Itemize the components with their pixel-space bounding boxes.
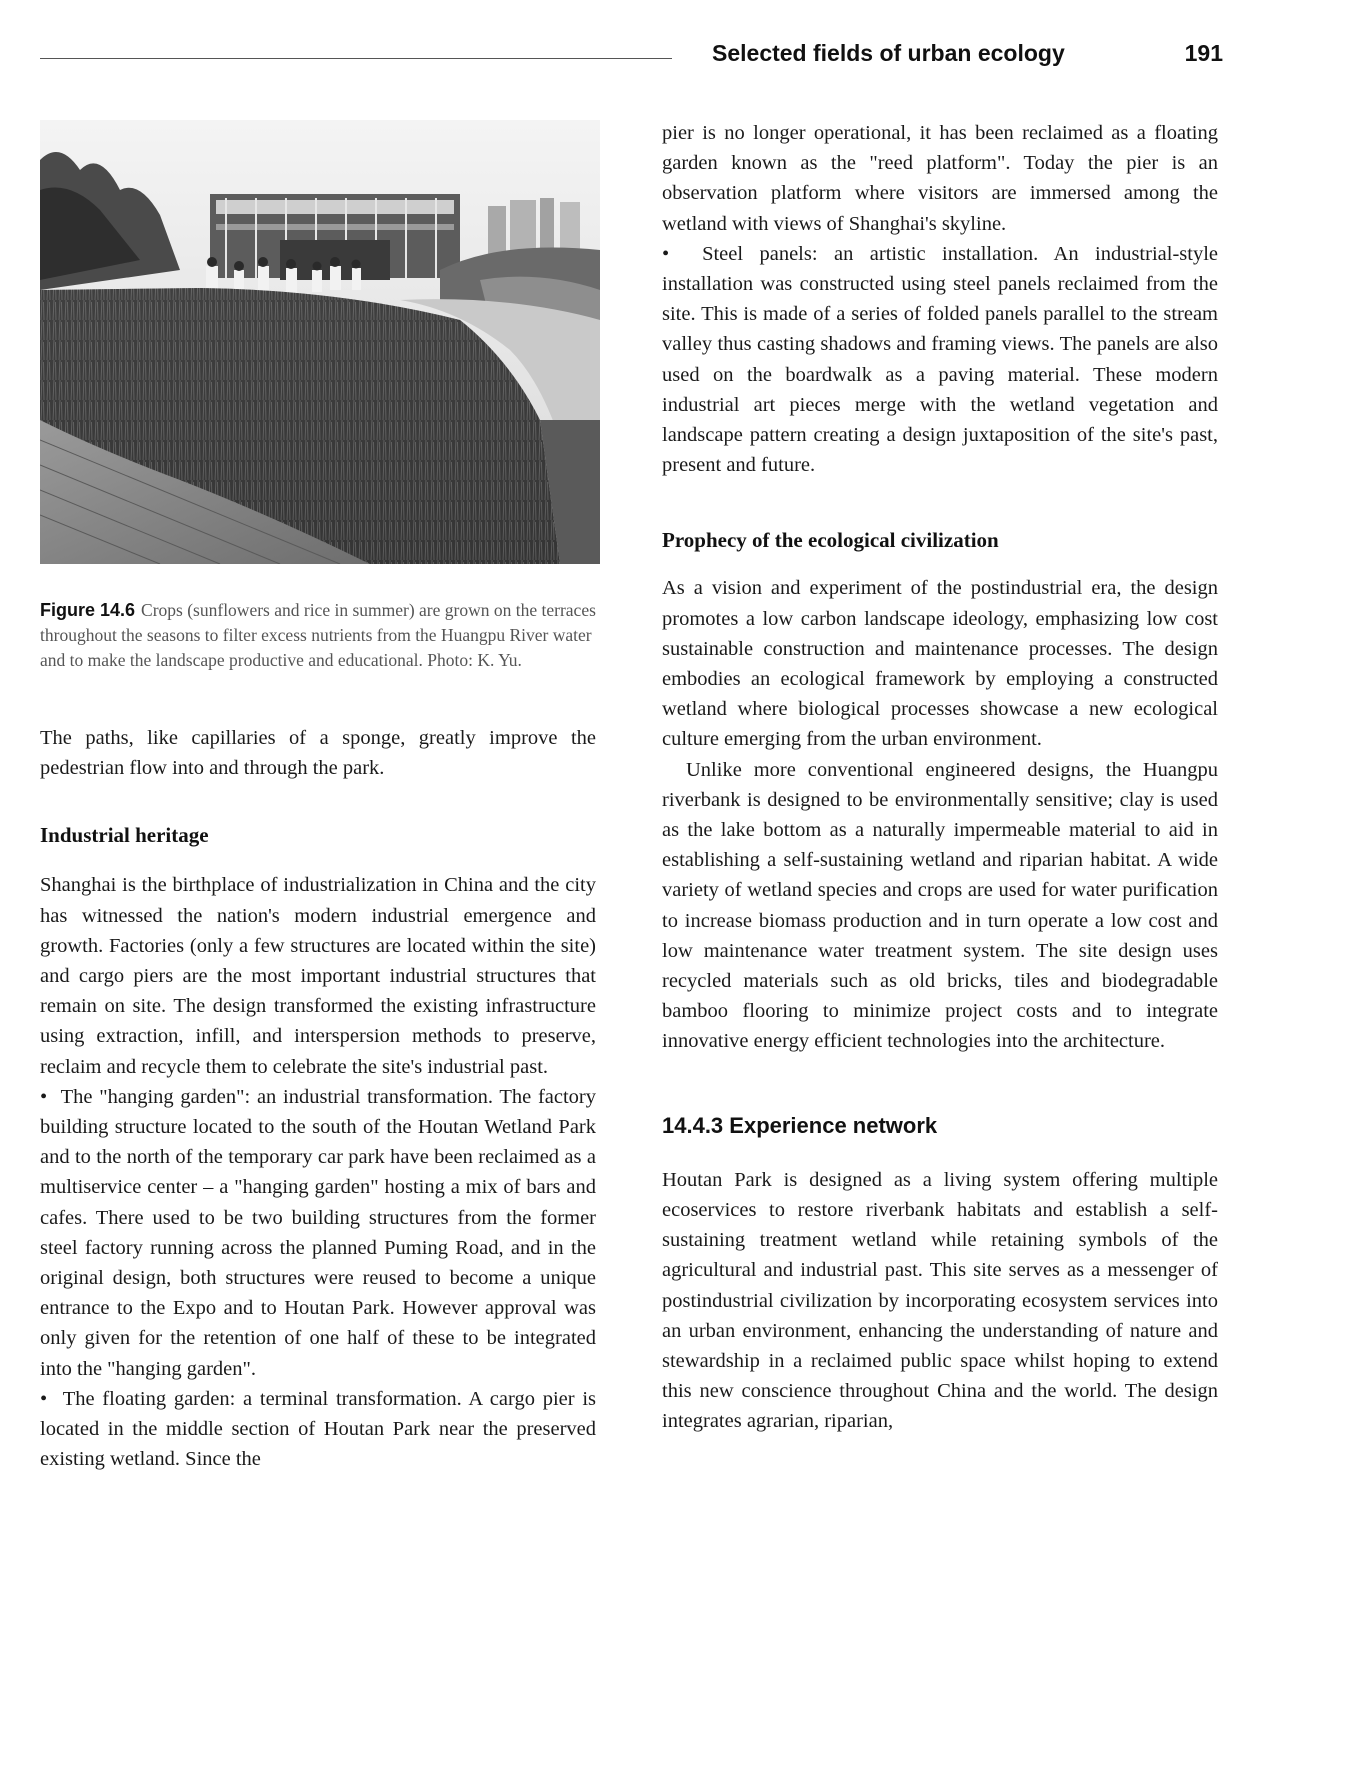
running-head	[40, 38, 1223, 78]
section-heading-industrial-heritage: Industrial heritage	[40, 823, 209, 848]
section-heading-experience-network: 14.4.3 Experience network	[662, 1112, 938, 1138]
page-number: 191	[1184, 40, 1223, 66]
paragraph-vision: As a vision and experiment of the postindustrial era, the design promotes a low carbon landscape ideology, emphasizing low cost sustainable construction and maintenance processes. The design embodies an ecological framework by employing a constructed wetland where biological processes showcase a new ecological culture emerging from the urban environment.	[662, 577, 1218, 751]
figure-caption-text: Crops (sunflowers and rice in summer) are grown on the terraces throughout the seasons to filter excess nutrients from the Huangpu River water and to make the landscape productive and educational. Photo: K. Yu.	[40, 600, 596, 670]
bullet-hanging-garden: • The "hanging garden": an industrial transformation. The factory building structure located to the south of the Houtan Wetland Park and to the north of the temporary car park have been reclaimed as a multiservice center – a "hanging garden" hosting a mix of bars and cafes. There used to be two building structures from the former steel factory running across the planned Puming Road, and in the original design, both structures were reused to become a unique entrance to the Expo and to Houtan Park. However approval was only given for the retention of one half of these to be integrated into the "hanging garden".	[40, 1082, 596, 1384]
wetland-photo-image	[40, 120, 600, 564]
section-heading-prophecy: Prophecy of the ecological civilization	[662, 528, 999, 553]
figure-label: Figure 14.6	[40, 600, 136, 620]
right-column	[662, 118, 1218, 1437]
bullet-floating-garden: • The floating garden: a terminal transformation. A cargo pier is located in the middle section of Houtan Park near the preserved existing wetland. Since the	[40, 1384, 596, 1475]
figure-photo	[40, 120, 600, 564]
running-head-title: Selected fields of urban ecology	[712, 40, 1065, 66]
left-column	[40, 120, 596, 1474]
paragraph-pier-continuation: pier is no longer operational, it has been reclaimed as a floating garden known as the "reed platform". Today the pier is an observation platform where visitors are immersed among the wetland with views of Shanghai's skyline.	[662, 122, 1218, 235]
header-rule	[40, 58, 672, 59]
figure-caption	[40, 598, 596, 673]
paragraph-shanghai: Shanghai is the birthplace of industrialization in China and the city has witnessed the nation's modern industrial emergence and growth. Factories (only a few structures are located within the site) and cargo piers are the most important industrial structures that remain on site. The design transformed the existing infrastructure using extraction, infill, and interspersion methods to preserve, reclaim and recycle them to celebrate the site's industrial past.	[40, 874, 596, 1078]
paragraph-houtan: Houtan Park is designed as a living system offering multiple ecoservices to restore riverbank habitats and establish a self-sustaining treatment wetland while retaining symbols of the agricultural and industrial past. This site serves as a messenger of postindustrial civilization by incorporating ecosystem services into an urban environment, enhancing the understanding of nature and stewardship in a reclaimed public space whilst hoping to extend this new conscience throughout China and the world. The design integrates agrarian, riparian,	[662, 1168, 1218, 1433]
intro-paragraph: The paths, like capillaries of a sponge, greatly improve the pedestrian flow into and through the park.	[40, 727, 596, 780]
paragraph-unlike: Unlike more conventional engineered designs, the Huangpu riverbank is designed to be environmentally sensitive; clay is used as the lake bottom as a naturally impermeable material to aid in establishing a self-sustaining wetland and riparian habitat. A wide variety of wetland species and crops are used for water purification to increase biomass production and in turn operate a low cost and low maintenance water treatment system. The site design uses recycled materials such as old bricks, tiles and biodegradable bamboo flooring to minimize project costs and to integrate innovative energy efficient technologies into the architecture.	[662, 758, 1218, 1053]
bullet-steel-panels: • Steel panels: an artistic installation. An industrial-style installation was constructed using steel panels reclaimed from the site. This is made of a series of folded panels parallel to the stream valley thus casting shadows and framing views. The panels are also used on the boardwalk as a paving material. These modern industrial art pieces merge with the wetland vegetation and landscape pattern creating a design juxtaposition of the site's past, present and future.	[662, 239, 1218, 481]
